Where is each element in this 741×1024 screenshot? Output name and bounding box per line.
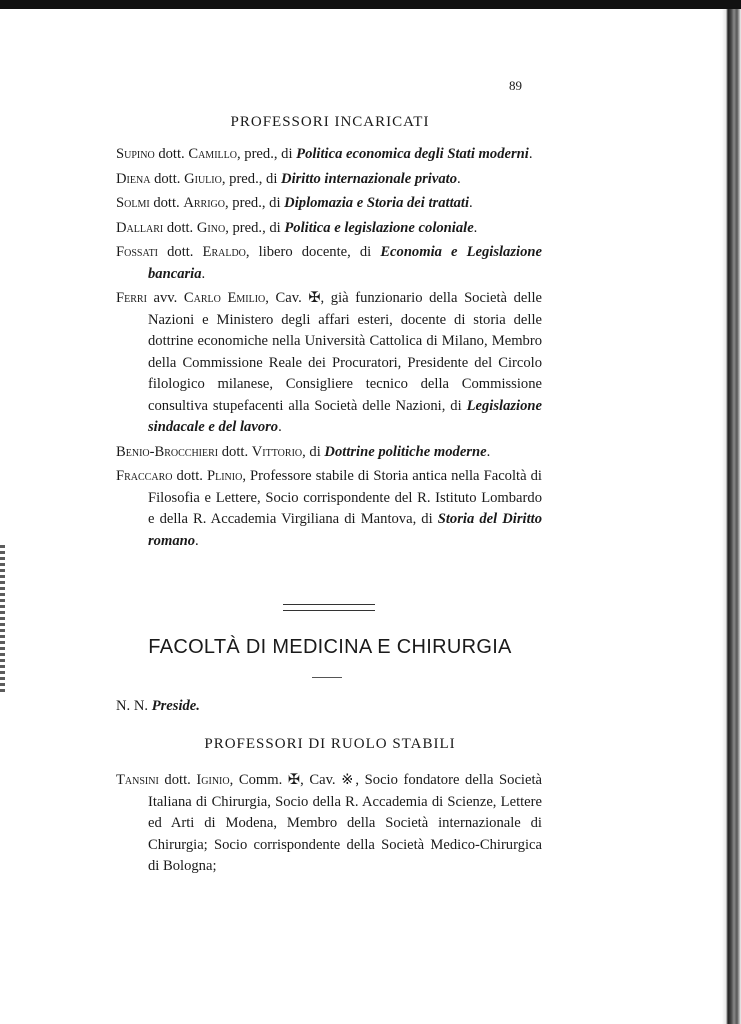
entry-subject: Storia del Diritto romano <box>148 511 542 549</box>
scan-top-border <box>0 0 741 9</box>
preside-role: Preside. <box>151 698 200 714</box>
entry-surname: Ferri <box>116 290 147 306</box>
entry-surname: Diena <box>116 170 151 187</box>
entry: Benio-Brocchieri dott. Vittorio, di Dottrine politiche moderne. <box>116 443 491 460</box>
entry-firstname: Carlo Emilio <box>183 290 266 306</box>
entry-firstname: Vittorio <box>251 443 303 460</box>
entry-surname: Tansini <box>116 772 159 788</box>
section-heading-incaricati: PROFESSORI INCARICATI <box>230 114 430 130</box>
faculty-heading: FACOLTÀ DI MEDICINA E CHIRURGIA <box>148 636 512 658</box>
entry-subject: Politica economica degli Stati moderni <box>296 146 529 162</box>
preside-line <box>116 698 200 715</box>
scan-left-mark <box>0 545 5 695</box>
entry-subject: Economia e Legislazione bancaria <box>148 244 542 282</box>
entry: Diena dott. Giulio, pred., di Diritto internazionale privato. <box>116 170 461 187</box>
entries-incaricati <box>116 144 542 555</box>
entry: Tansini dott. Iginio, Comm. ✠, Cav. ※, Socio fondatore della Società Italiana di Chirurgia, Socio della R. Accademia di Scienze, Lettere ed Arti di Modena, Membro della Società internazionale di Chirurgia; Socio corrispondente della Società Medico-Chirurgica di Bologna; <box>116 772 542 874</box>
entry-subject: Diplomazia e Storia dei trattati <box>284 195 470 211</box>
entry-firstname: Plinio <box>206 468 243 484</box>
entry-firstname: Iginio <box>196 772 230 788</box>
entry: Fraccaro dott. Plinio, Professore stabile di Storia antica nella Facoltà di Filosofia e Lettere, Socio corrispondente del R. Istituto Lombardo e della R. Accademia Virgiliana di Mantova, di Storia del Diritto romano. <box>116 468 542 549</box>
entry-firstname: Gino <box>196 219 226 236</box>
entry-firstname: Camillo <box>188 146 237 162</box>
double-rule-divider <box>283 604 375 611</box>
entry-surname: Solmi <box>116 195 150 211</box>
section-heading-ruolo-stabili: PROFESSORI DI RUOLO STABILI <box>204 736 456 752</box>
entry: Solmi dott. Arrigo, pred., di Diplomazia e Storia dei trattati. <box>116 195 473 211</box>
entry-surname: Dallari <box>116 219 164 236</box>
entry-surname: Benio-Brocchieri <box>116 443 219 460</box>
entry-firstname: Giulio <box>184 170 222 187</box>
entry-subject: Diritto internazionale privato <box>281 170 457 187</box>
entry-subject: Dottrine politiche moderne <box>324 443 487 460</box>
entry-firstname: Arrigo <box>183 195 225 211</box>
scan-right-edge <box>722 9 741 1024</box>
entries-ruolo-stabili <box>116 770 542 881</box>
entry: Fossati dott. Eraldo, libero docente, di Economia e Legislazione bancaria. <box>116 244 542 282</box>
entry-surname: Supino <box>116 146 155 162</box>
short-rule-divider <box>312 677 342 678</box>
entry-firstname: Eraldo <box>202 244 246 260</box>
entry: Supino dott. Camillo, pred., di Politica economica degli Stati moderni. <box>116 146 533 162</box>
page-number: 89 <box>509 78 522 93</box>
entry: Dallari dott. Gino, pred., di Politica e legislazione coloniale. <box>116 219 478 236</box>
entry-surname: Fossati <box>116 244 159 260</box>
entry-subject: Legislazione sindacale e del lavoro <box>148 397 542 435</box>
entry-subject: Politica e legislazione coloniale <box>284 219 474 236</box>
preside-name: N. N. <box>116 698 152 714</box>
entry-surname: Fraccaro <box>116 468 173 484</box>
entry: Ferri avv. Carlo Emilio, Cav. ✠, già funzionario della Società delle Nazioni e Ministero degli affari esteri, docente di storia delle dottrine economiche nella Università Cattolica di Milano, Membro della Commissione Reale dei Procuratori, Presidente del Circolo filologico milanese, Consigliere tecnico della Commissione consultiva stupefacenti alla Società delle Nazioni, di Legislazione sindacale e del lavoro. <box>116 290 542 435</box>
